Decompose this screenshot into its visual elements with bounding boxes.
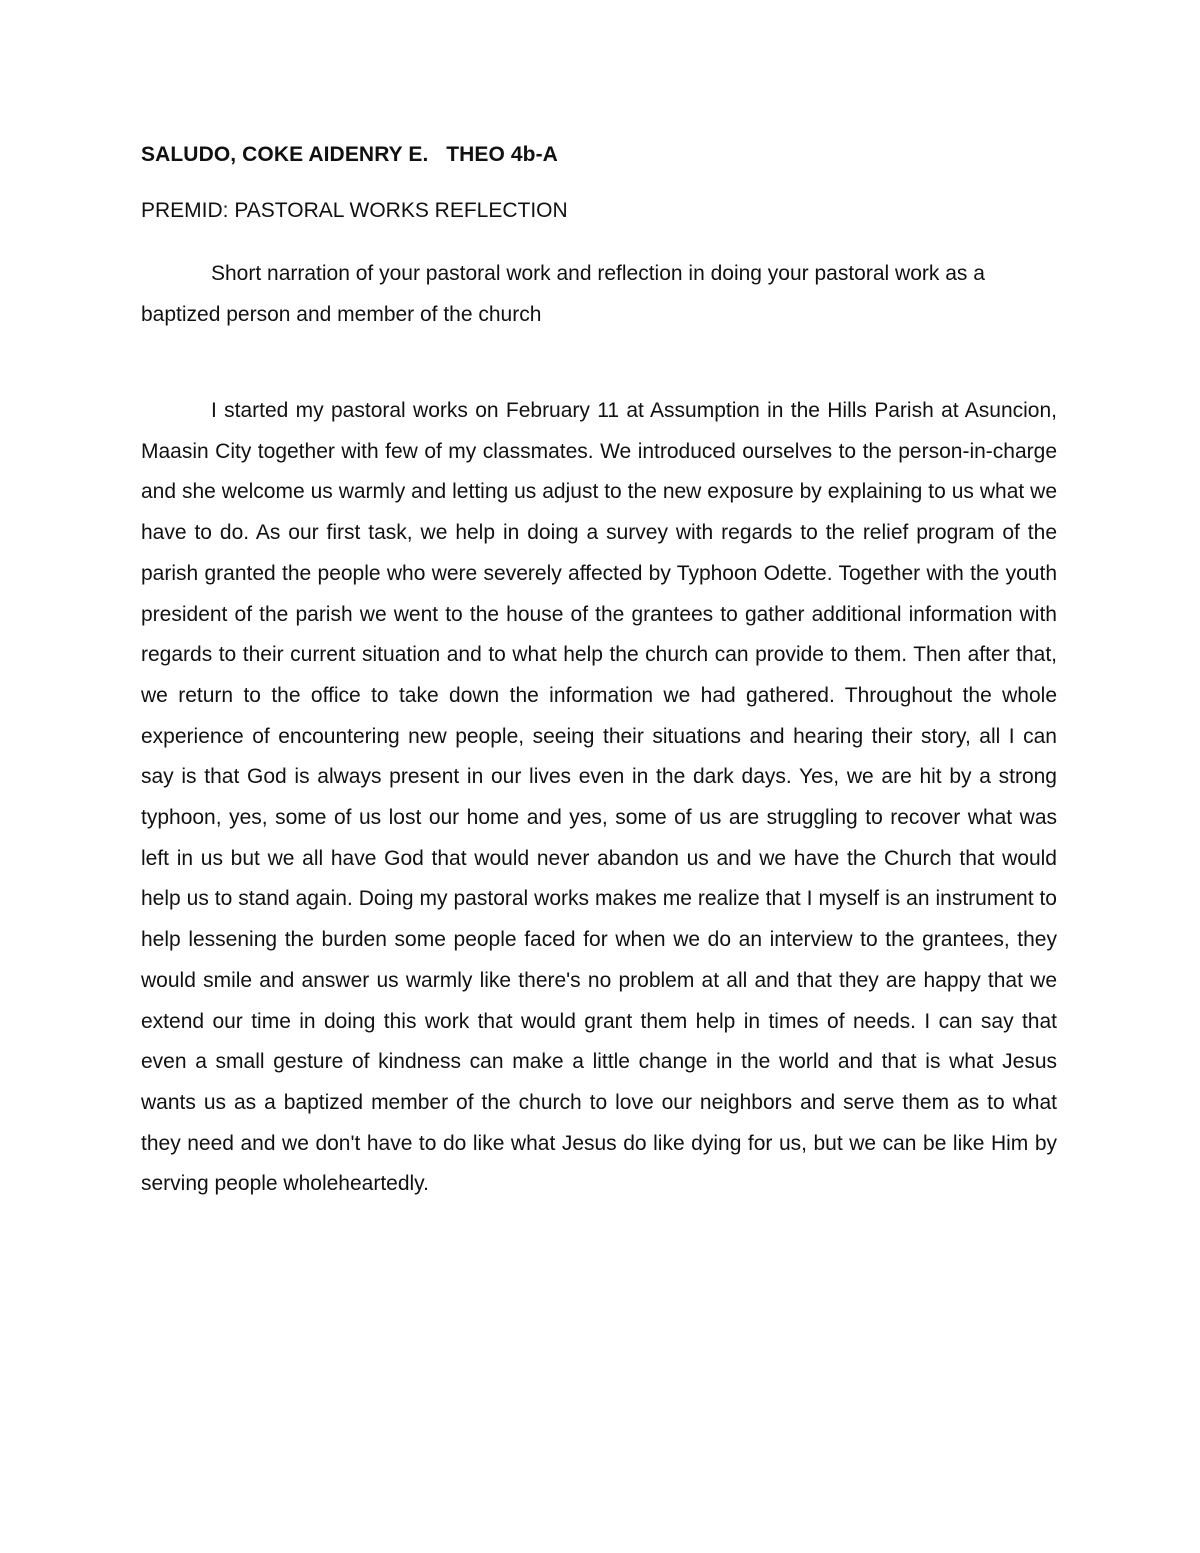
reflection-body: I started my pastoral works on February 11 at Assumption in the Hills Parish at Asuncion, Maasin City together with few of my classmates. We introduced ourselves to the person-in-charge and she welcome us warmly and letting us adjust to the new exposure by explaining to us what we have to do. As our first task, we help in doing a survey with regards to the relief program of the parish granted the people who were severely affected by Typhoon Odette. Together with the youth president of the parish we went to the house of the grantees to gather additional information with regards to their current situation and to what help the church can provide to them. Then after that, we return to the office to take down the information we had gathered. Throughout the whole experience of encountering new people, seeing their situations and hearing their story, all I can say is that God is always present in our lives even in the dark days. Yes, we are hit by a strong typhoon, yes, some of us lost our home and yes, some of us are struggling to recover what was left in us but we all have God that would never abandon us and we have the Church that would help us to stand again. Doing my pastoral works makes me realize that I myself is an instrument to help lessening the burden some people faced for when we do an interview to the grantees, they would smile and answer us warmly like there's no problem at all and that they are happy that we extend our time in doing this work that would grant them help in times of needs. I can say that even a small gesture of kindness can make a little change in the world and that is what Jesus wants us as a baptized member of the church to love our neighbors and serve them as to what they need and we don't have to do like what Jesus do like dying for us, but we can be like Him by serving people wholeheartedly.: [141, 399, 1057, 1196]
assignment-prompt: Short narration of your pastoral work and reflection in doing your pastoral work as a baptized person and member of the church: [141, 262, 985, 326]
student-header: [141, 143, 558, 167]
header-separator: [428, 143, 446, 166]
student-name: SALUDO, COKE AIDENRY E.: [141, 143, 429, 166]
document-title: PREMID: PASTORAL WORKS REFLECTION: [141, 199, 568, 222]
class-code: THEO 4b-A: [446, 143, 558, 166]
